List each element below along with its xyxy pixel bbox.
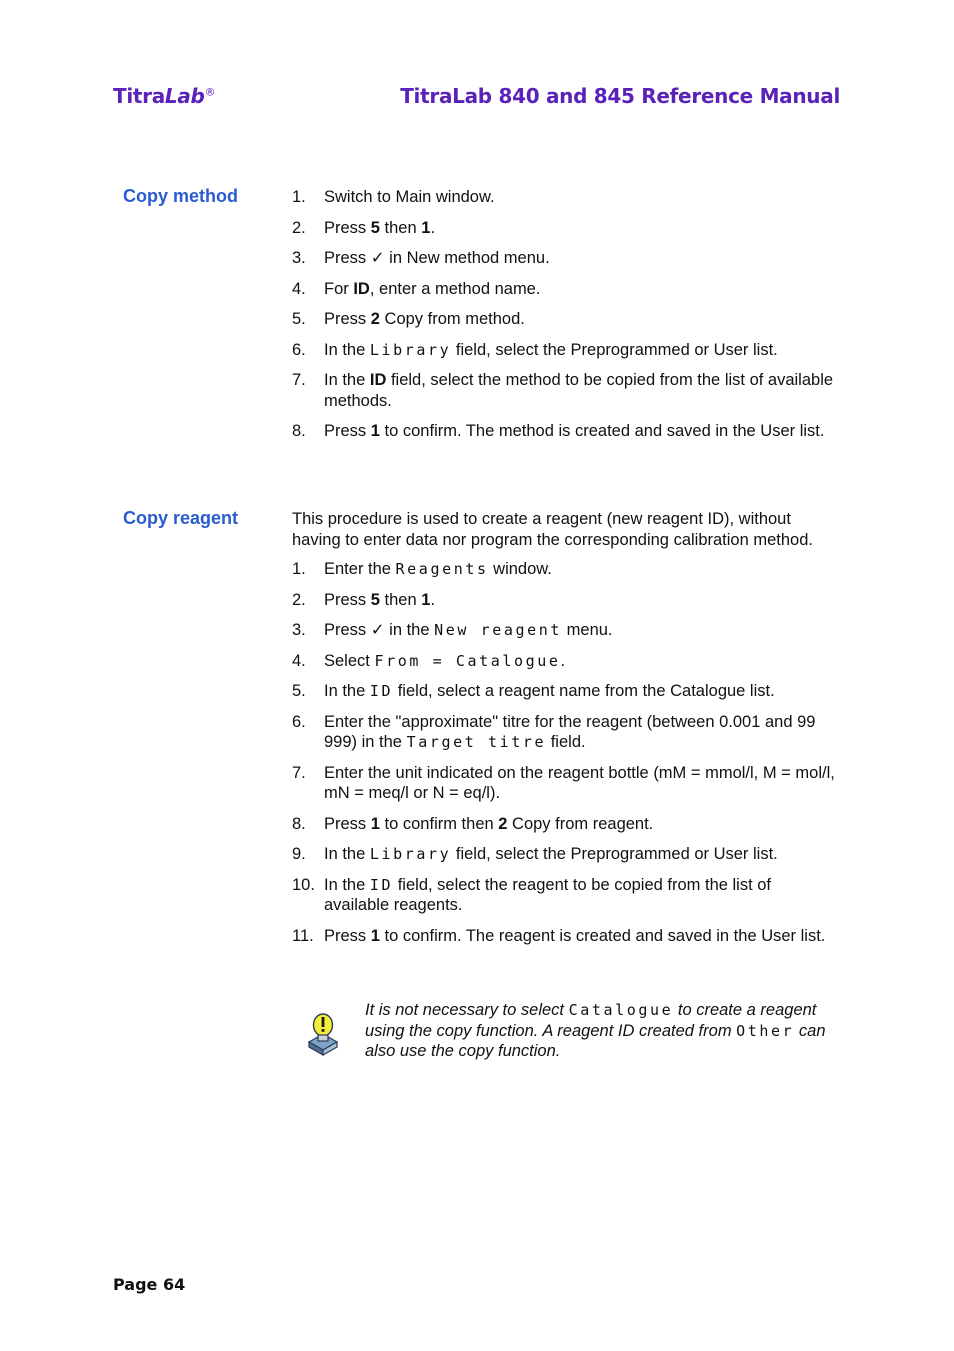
key-label: 1 bbox=[421, 590, 431, 609]
step-text: . bbox=[430, 218, 436, 237]
list-item bbox=[292, 279, 837, 300]
list-item bbox=[292, 844, 837, 865]
list-item bbox=[292, 651, 837, 672]
step-number: 5. bbox=[292, 682, 306, 700]
list-item bbox=[292, 681, 837, 702]
key-label: 5 bbox=[370, 218, 380, 237]
list-item bbox=[292, 926, 837, 947]
section-title-copy-reagent: Copy reagent bbox=[123, 508, 239, 528]
display-field-name: New reagent bbox=[434, 621, 563, 639]
step-text: Select bbox=[324, 651, 375, 670]
step-text: Enter the unit indicated on the reagent bottle (mM = mmol/l, M = mol/l, mN = meq/l or N = eq/l). bbox=[324, 763, 835, 802]
step-number: 10. bbox=[292, 875, 315, 894]
step-text: Press bbox=[324, 310, 371, 328]
step-number: 9. bbox=[292, 845, 306, 863]
step-text: to confirm. The method is created and saved in the User list. bbox=[379, 422, 825, 440]
step-text: to confirm then bbox=[379, 814, 499, 833]
display-field-name: ID bbox=[369, 875, 394, 894]
step-text: In the bbox=[324, 845, 370, 863]
step-text: It is not necessary to select bbox=[365, 1001, 569, 1019]
step-text: For bbox=[324, 279, 354, 298]
step-number: 2. bbox=[292, 590, 306, 609]
step-number: 1. bbox=[292, 560, 306, 578]
step-text: field, select the reagent to be copied from the list of available reagents. bbox=[324, 875, 772, 914]
step-text: Press bbox=[324, 218, 371, 237]
display-field-name: Library bbox=[369, 845, 452, 863]
display-field-name: Catalogue bbox=[568, 1001, 674, 1019]
display-field-name: Library bbox=[369, 340, 452, 359]
step-text: Copy from reagent. bbox=[507, 814, 654, 833]
list-item bbox=[292, 218, 837, 239]
key-label: 1 bbox=[370, 422, 380, 440]
list-item bbox=[292, 309, 837, 330]
step-number: 6. bbox=[292, 712, 306, 731]
page-number: Page 64 bbox=[113, 1275, 186, 1294]
step-text: window. bbox=[488, 560, 552, 578]
key-label: ID bbox=[369, 371, 387, 389]
step-number: 3. bbox=[292, 249, 306, 267]
step-text: to create a reagent using the copy function. A reagent ID created from bbox=[365, 1001, 817, 1040]
step-text: Press ✓ in the bbox=[324, 621, 435, 639]
step-text: field, select the method to be copied from the list of available methods. bbox=[324, 371, 834, 410]
step-number: 4. bbox=[292, 279, 306, 298]
key-label: 1 bbox=[421, 218, 431, 237]
step-text: field, select the Preprogrammed or User list. bbox=[451, 340, 778, 359]
step-text: . bbox=[560, 651, 566, 670]
display-field-name: Other bbox=[736, 1021, 795, 1040]
step-text: field. bbox=[546, 733, 586, 751]
key-label: 1 bbox=[370, 926, 380, 945]
display-field-name: From = Catalogue bbox=[374, 651, 561, 670]
step-text: In the bbox=[324, 682, 370, 700]
list-item bbox=[292, 814, 837, 835]
step-text: Enter the bbox=[324, 560, 396, 578]
step-text: Press bbox=[324, 926, 371, 945]
lightbulb-icon bbox=[305, 1012, 341, 1058]
step-text: then bbox=[379, 590, 422, 609]
step-number: 11. bbox=[292, 926, 314, 945]
list-item bbox=[292, 340, 837, 361]
step-text: Press bbox=[324, 422, 371, 440]
step-text: Switch to Main window. bbox=[324, 188, 495, 206]
step-text: In the bbox=[324, 371, 370, 389]
key-label: ID bbox=[353, 279, 370, 298]
list-item bbox=[292, 370, 837, 411]
note-text bbox=[365, 1000, 845, 1062]
step-text: Copy from method. bbox=[379, 310, 525, 328]
display-field-name: ID bbox=[369, 682, 394, 700]
manual-title: TitraLab 840 and 845 Reference Manual bbox=[400, 84, 840, 108]
step-text: Press bbox=[324, 590, 371, 609]
list-item bbox=[292, 421, 837, 442]
step-text: can also use the copy function. bbox=[365, 1021, 826, 1060]
step-number: 4. bbox=[292, 651, 306, 670]
key-label: 1 bbox=[370, 814, 380, 833]
step-text: In the bbox=[324, 875, 370, 894]
copy-method-steps bbox=[292, 187, 837, 442]
key-label: 2 bbox=[370, 310, 380, 328]
copy-reagent-steps bbox=[292, 559, 837, 946]
list-item bbox=[292, 248, 837, 269]
brand-prefix: Titra bbox=[113, 84, 165, 108]
list-item bbox=[292, 712, 837, 753]
list-item bbox=[292, 590, 837, 611]
step-text: Enter the "approximate" titre for the reagent (between 0.001 and 99 999) in the bbox=[324, 712, 816, 751]
copy-reagent-intro: This procedure is used to create a reagent (new reagent ID), without having to enter data nor program the corresponding calibration method. bbox=[292, 510, 813, 549]
copy-reagent-body bbox=[292, 509, 837, 956]
list-item bbox=[292, 559, 837, 580]
display-field-name: Reagents bbox=[395, 560, 489, 578]
step-number: 8. bbox=[292, 814, 306, 833]
step-text: Press bbox=[324, 814, 371, 833]
step-text: Press ✓ in New method menu. bbox=[324, 249, 550, 267]
step-number: 7. bbox=[292, 371, 306, 389]
step-number: 7. bbox=[292, 763, 306, 782]
step-number: 2. bbox=[292, 218, 306, 237]
brand-suffix: Lab bbox=[164, 84, 205, 108]
step-text: . bbox=[430, 590, 436, 609]
brand-registered-mark: ® bbox=[204, 85, 216, 99]
brand-logo bbox=[113, 84, 215, 108]
step-text: to confirm. The reagent is created and saved in the User list. bbox=[379, 926, 826, 945]
step-number: 6. bbox=[292, 340, 306, 359]
step-text: field, select a reagent name from the Catalogue list. bbox=[393, 682, 775, 700]
step-text: In the bbox=[324, 340, 370, 359]
key-label: 5 bbox=[370, 590, 380, 609]
step-text: menu. bbox=[562, 621, 613, 639]
list-item bbox=[292, 187, 837, 208]
step-number: 3. bbox=[292, 621, 306, 639]
step-text: field, select the Preprogrammed or User list. bbox=[451, 845, 778, 863]
list-item bbox=[292, 620, 837, 641]
key-label: 2 bbox=[498, 814, 508, 833]
copy-method-body bbox=[292, 187, 837, 452]
list-item bbox=[292, 875, 837, 916]
step-number: 5. bbox=[292, 310, 306, 328]
display-field-name: Target titre bbox=[406, 733, 547, 751]
list-item bbox=[292, 763, 837, 804]
step-text: then bbox=[379, 218, 422, 237]
step-number: 8. bbox=[292, 422, 306, 440]
step-number: 1. bbox=[292, 188, 306, 206]
section-title-copy-method: Copy method bbox=[123, 186, 238, 206]
step-text: , enter a method name. bbox=[369, 279, 541, 298]
